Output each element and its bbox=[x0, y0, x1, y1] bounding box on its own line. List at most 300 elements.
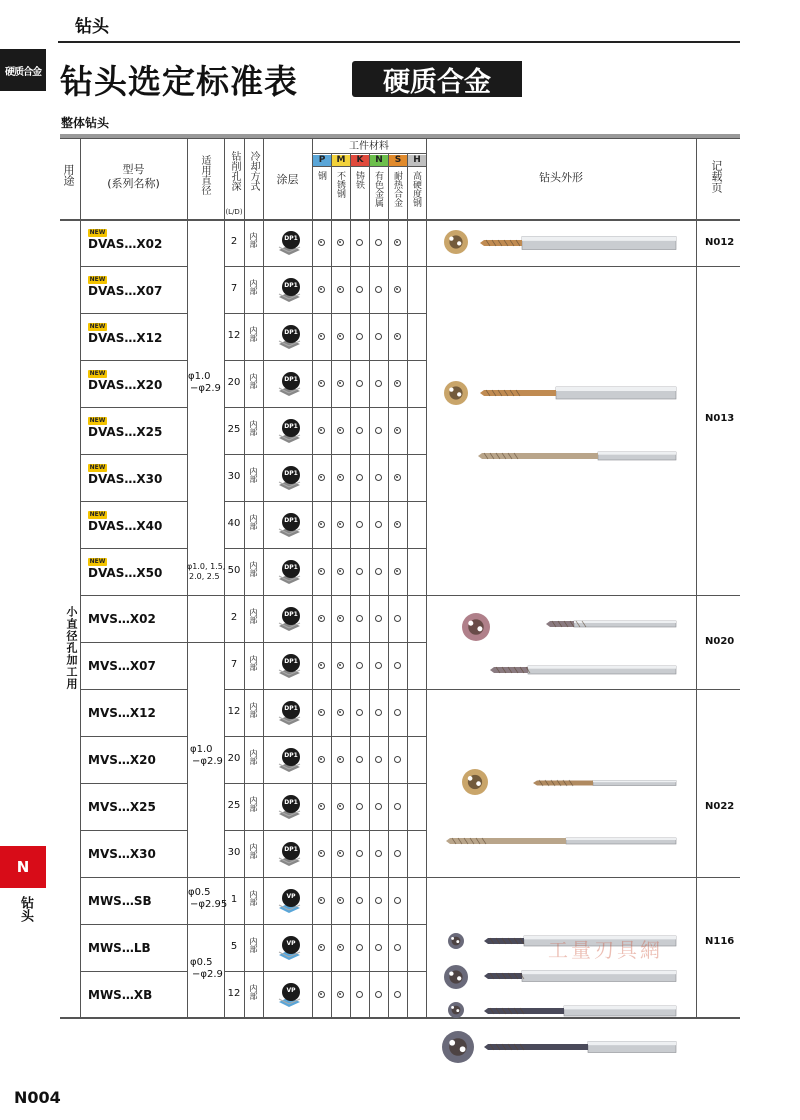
material-suitability-mark bbox=[394, 850, 401, 857]
material-suitability-mark bbox=[356, 380, 363, 387]
material-suitability-mark bbox=[337, 615, 344, 622]
material-suitability-mark bbox=[356, 474, 363, 481]
coating-icon bbox=[276, 747, 298, 769]
table-rule bbox=[80, 877, 187, 878]
table-rule bbox=[224, 313, 426, 314]
header-cooling: 冷却方式 bbox=[248, 151, 259, 191]
coating-icon bbox=[276, 888, 298, 910]
model-name[interactable]: MVS…X25 bbox=[88, 800, 156, 814]
depth-value: 12 bbox=[227, 330, 241, 341]
material-suitability-mark bbox=[356, 803, 363, 810]
page-ref[interactable]: N022 bbox=[705, 801, 735, 812]
material-suitability-mark bbox=[375, 521, 382, 528]
coating-icon bbox=[276, 277, 298, 299]
depth-value: 30 bbox=[227, 471, 241, 482]
material-suitability-mark bbox=[394, 991, 401, 998]
cooling-type: 内部 bbox=[249, 232, 258, 248]
page-ref[interactable]: N020 bbox=[705, 636, 735, 647]
cooling-type: 内部 bbox=[249, 890, 258, 906]
table-rule bbox=[312, 138, 313, 1017]
material-suitability-mark bbox=[318, 239, 325, 246]
header-use: 用途 bbox=[62, 164, 75, 186]
drill-tip-image bbox=[461, 612, 491, 642]
material-suitability-mark bbox=[375, 944, 382, 951]
material-suitability-mark bbox=[356, 662, 363, 669]
material-suitability-mark bbox=[375, 709, 382, 716]
material-suitability-mark bbox=[394, 427, 401, 434]
depth-value: 50 bbox=[227, 565, 241, 576]
material-suitability-mark bbox=[337, 897, 344, 904]
material-suitability-mark bbox=[375, 380, 382, 387]
material-suitability-mark bbox=[375, 991, 382, 998]
drill-tip-image bbox=[443, 229, 469, 255]
material-code-h: H bbox=[408, 155, 426, 166]
table-rule bbox=[224, 971, 426, 972]
material-code-k: K bbox=[351, 155, 369, 166]
material-suitability-mark bbox=[394, 615, 401, 622]
subtitle: 整体钻头 bbox=[61, 116, 110, 130]
material-suitability-mark bbox=[356, 850, 363, 857]
depth-value: 2 bbox=[230, 236, 238, 247]
diameter-range: φ1.0 bbox=[188, 371, 211, 382]
coating-label: DP1 bbox=[284, 517, 298, 524]
table-rule bbox=[224, 454, 426, 455]
material-suitability-mark bbox=[337, 944, 344, 951]
drill-tip-image bbox=[461, 768, 489, 796]
material-suitability-mark bbox=[375, 897, 382, 904]
material-suitability-mark bbox=[375, 427, 382, 434]
table-rule bbox=[426, 595, 740, 596]
table-rule bbox=[80, 266, 187, 267]
table-rule bbox=[263, 138, 264, 1017]
coating-icon bbox=[276, 935, 298, 957]
coating-label: DP1 bbox=[284, 846, 298, 853]
header-page: 记载页 bbox=[710, 160, 723, 193]
material-suitability-mark bbox=[375, 474, 382, 481]
table-rule bbox=[80, 830, 187, 831]
coating-icon bbox=[276, 371, 298, 393]
coating-label: VP bbox=[286, 987, 296, 994]
material-suitability-mark bbox=[356, 944, 363, 951]
coating-icon bbox=[276, 465, 298, 487]
coating-label: DP1 bbox=[284, 376, 298, 383]
table-rule bbox=[407, 153, 408, 1017]
model-name[interactable]: MWS…XB bbox=[88, 988, 153, 1002]
drill-image bbox=[546, 617, 680, 631]
new-badge: NEW bbox=[89, 370, 106, 377]
material-suitability-mark bbox=[318, 427, 325, 434]
material-suitability-mark bbox=[394, 756, 401, 763]
material-suitability-mark bbox=[337, 333, 344, 340]
table-rule bbox=[187, 138, 188, 1017]
material-suitability-mark bbox=[356, 756, 363, 763]
model-name[interactable]: DVAS…X40 bbox=[88, 519, 163, 533]
new-badge: NEW bbox=[89, 464, 106, 471]
cooling-type: 内部 bbox=[249, 514, 258, 530]
material-name-k: 铸铁 bbox=[354, 171, 364, 189]
coating-icon bbox=[276, 512, 298, 534]
material-name-m: 不锈钢 bbox=[335, 171, 345, 198]
material-suitability-mark bbox=[356, 239, 363, 246]
use-label: 小直径孔加工用 bbox=[65, 606, 78, 690]
page-title: 钻头选定标准表 bbox=[60, 62, 298, 101]
page-ref[interactable]: N013 bbox=[705, 413, 735, 424]
material-suitability-mark bbox=[375, 239, 382, 246]
material-suitability-mark bbox=[356, 427, 363, 434]
material-suitability-mark bbox=[318, 662, 325, 669]
table-rule bbox=[80, 360, 187, 361]
coating-label: DP1 bbox=[284, 282, 298, 289]
material-suitability-mark bbox=[356, 709, 363, 716]
table-rule bbox=[426, 689, 740, 690]
drill-tip-image bbox=[443, 380, 469, 406]
material-suitability-mark bbox=[394, 803, 401, 810]
table-rule bbox=[80, 783, 187, 784]
depth-value: 7 bbox=[230, 659, 238, 670]
header-coating: 涂层 bbox=[276, 173, 299, 186]
coating-icon bbox=[276, 700, 298, 722]
table-rule bbox=[80, 454, 187, 455]
coating-icon bbox=[276, 794, 298, 816]
material-suitability-mark bbox=[337, 991, 344, 998]
material-suitability-mark bbox=[375, 333, 382, 340]
depth-value: 5 bbox=[230, 941, 238, 952]
table-rule bbox=[80, 971, 187, 972]
material-suitability-mark bbox=[394, 239, 401, 246]
cooling-type: 内部 bbox=[249, 373, 258, 389]
table-rule bbox=[60, 138, 740, 139]
new-badge: NEW bbox=[89, 511, 106, 518]
material-name-p: 钢 bbox=[316, 171, 326, 180]
table-rule bbox=[224, 595, 426, 596]
cooling-type: 内部 bbox=[249, 655, 258, 671]
table-rule bbox=[369, 153, 370, 1017]
material-suitability-mark bbox=[318, 521, 325, 528]
table-rule bbox=[696, 138, 697, 1017]
index-tab-label: 钻头 bbox=[18, 896, 33, 922]
table-rule bbox=[224, 924, 426, 925]
model-name[interactable]: DVAS…X02 bbox=[88, 237, 163, 251]
drill-image bbox=[490, 663, 680, 677]
table-rule bbox=[80, 595, 187, 596]
material-suitability-mark bbox=[375, 662, 382, 669]
table-rule bbox=[224, 360, 426, 361]
material-code-p: P bbox=[313, 155, 331, 166]
coating-icon bbox=[276, 606, 298, 628]
table-rule bbox=[187, 877, 224, 878]
material-suitability-mark bbox=[318, 850, 325, 857]
diameter-range: −φ2.9 bbox=[192, 969, 223, 980]
material-suitability-mark bbox=[394, 568, 401, 575]
table-rule bbox=[388, 153, 389, 1017]
section-title: 钻头 bbox=[75, 17, 109, 37]
material-suitability-mark bbox=[318, 380, 325, 387]
material-code-m: M bbox=[332, 155, 350, 166]
material-suitability-mark bbox=[318, 897, 325, 904]
coating-label: DP1 bbox=[284, 705, 298, 712]
material-suitability-mark bbox=[375, 568, 382, 575]
drill-tip-image bbox=[447, 1001, 465, 1019]
material-suitability-mark bbox=[337, 427, 344, 434]
drill-tip-image bbox=[441, 1030, 475, 1064]
coating-label: DP1 bbox=[284, 611, 298, 618]
cooling-type: 内部 bbox=[249, 561, 258, 577]
depth-value: 12 bbox=[227, 988, 241, 999]
coating-label: DP1 bbox=[284, 423, 298, 430]
material-name-s: 耐热合金 bbox=[392, 171, 402, 207]
material-suitability-mark bbox=[356, 286, 363, 293]
material-suitability-mark bbox=[356, 333, 363, 340]
new-badge: NEW bbox=[89, 229, 106, 236]
table-rule bbox=[426, 266, 740, 267]
table-rule bbox=[80, 642, 187, 643]
diameter-range: −φ2.95 bbox=[190, 899, 228, 910]
table-rule bbox=[80, 501, 187, 502]
material-name-h: 高硬度钢 bbox=[411, 171, 421, 207]
header-depth: 钻削孔深 bbox=[229, 151, 240, 191]
model-name[interactable]: MVS…X20 bbox=[88, 753, 156, 767]
diameter-range: φ0.5 bbox=[188, 887, 211, 898]
cooling-type: 内部 bbox=[249, 984, 258, 1000]
depth-value: 25 bbox=[227, 800, 241, 811]
model-name[interactable]: DVAS…X12 bbox=[88, 331, 163, 345]
table-rule bbox=[187, 924, 224, 925]
coating-icon bbox=[276, 230, 298, 252]
material-suitability-mark bbox=[394, 709, 401, 716]
table-rule bbox=[224, 642, 426, 643]
table-rule bbox=[80, 689, 187, 690]
cooling-type: 内部 bbox=[249, 749, 258, 765]
table-rule bbox=[224, 783, 426, 784]
material-suitability-mark bbox=[318, 803, 325, 810]
drill-image bbox=[480, 236, 680, 250]
table-rule bbox=[426, 877, 740, 878]
material-suitability-mark bbox=[318, 286, 325, 293]
coating-label: DP1 bbox=[284, 235, 298, 242]
depth-value: 7 bbox=[230, 283, 238, 294]
drill-image bbox=[484, 969, 680, 983]
material-suitability-mark bbox=[356, 521, 363, 528]
material-suitability-mark bbox=[318, 756, 325, 763]
table-rule bbox=[224, 501, 426, 502]
depth-value: 12 bbox=[227, 706, 241, 717]
drill-image bbox=[484, 1040, 680, 1054]
title-badge: 硬质合金 bbox=[352, 61, 522, 97]
drill-image bbox=[484, 1004, 680, 1018]
coating-label: DP1 bbox=[284, 470, 298, 477]
diameter-range: φ1.0 bbox=[190, 744, 213, 755]
coating-icon bbox=[276, 418, 298, 440]
header-model: 型号 bbox=[122, 163, 145, 176]
material-suitability-mark bbox=[394, 944, 401, 951]
cooling-type: 内部 bbox=[249, 467, 258, 483]
material-suitability-mark bbox=[318, 991, 325, 998]
table-rule bbox=[224, 689, 426, 690]
material-suitability-mark bbox=[394, 474, 401, 481]
drill-tip-image bbox=[447, 932, 465, 950]
header-depth-unit: (L/D) bbox=[225, 208, 243, 216]
depth-value: 2 bbox=[230, 612, 238, 623]
coating-icon bbox=[276, 559, 298, 581]
material-suitability-mark bbox=[337, 521, 344, 528]
new-badge: NEW bbox=[89, 276, 106, 283]
table-rule bbox=[80, 138, 81, 1017]
diameter-range: −φ2.9 bbox=[192, 756, 223, 767]
material-suitability-mark bbox=[337, 568, 344, 575]
material-suitability-mark bbox=[337, 286, 344, 293]
table-rule bbox=[80, 736, 187, 737]
table-rule bbox=[224, 736, 426, 737]
table-rule bbox=[187, 595, 224, 596]
cooling-type: 内部 bbox=[249, 279, 258, 295]
material-suitability-mark bbox=[394, 521, 401, 528]
table-rule bbox=[224, 407, 426, 408]
material-suitability-mark bbox=[356, 568, 363, 575]
material-suitability-mark bbox=[337, 850, 344, 857]
material-suitability-mark bbox=[394, 662, 401, 669]
drill-image bbox=[533, 776, 680, 790]
material-suitability-mark bbox=[318, 709, 325, 716]
side-tab-carbide[interactable]: 硬质合金 bbox=[0, 49, 46, 91]
coating-label: DP1 bbox=[284, 329, 298, 336]
watermark: 工量刃具網 bbox=[548, 938, 663, 962]
section-rule bbox=[58, 41, 740, 43]
diameter-range: 2.0, 2.5 bbox=[189, 572, 220, 581]
coating-label: VP bbox=[286, 940, 296, 947]
material-suitability-mark bbox=[375, 850, 382, 857]
new-badge: NEW bbox=[89, 417, 106, 424]
drill-image bbox=[478, 449, 680, 463]
header-shape: 钻头外形 bbox=[539, 171, 583, 184]
coating-label: VP bbox=[286, 893, 296, 900]
depth-value: 40 bbox=[227, 518, 241, 529]
table-rule bbox=[350, 153, 351, 1017]
cooling-type: 内部 bbox=[249, 796, 258, 812]
material-suitability-mark bbox=[356, 615, 363, 622]
material-suitability-mark bbox=[375, 756, 382, 763]
coating-icon bbox=[276, 841, 298, 863]
material-suitability-mark bbox=[337, 239, 344, 246]
header-model-sub: (系列名称) bbox=[107, 177, 160, 190]
table-rule bbox=[224, 830, 426, 831]
material-suitability-mark bbox=[394, 380, 401, 387]
new-badge: NEW bbox=[89, 323, 106, 330]
material-suitability-mark bbox=[337, 803, 344, 810]
coating-label: DP1 bbox=[284, 658, 298, 665]
material-suitability-mark bbox=[356, 991, 363, 998]
header-materials: 工件材料 bbox=[349, 141, 389, 152]
material-suitability-mark bbox=[337, 474, 344, 481]
model-name[interactable]: DVAS…X20 bbox=[88, 378, 163, 392]
table-rule bbox=[331, 153, 332, 1017]
cooling-type: 内部 bbox=[249, 420, 258, 436]
model-name[interactable]: MVS…X12 bbox=[88, 706, 156, 720]
cooling-type: 内部 bbox=[249, 608, 258, 624]
material-suitability-mark bbox=[337, 662, 344, 669]
depth-value: 25 bbox=[227, 424, 241, 435]
material-code-s: S bbox=[389, 155, 407, 166]
new-badge: NEW bbox=[89, 558, 106, 565]
table-rule bbox=[426, 138, 427, 1017]
table-rule bbox=[80, 924, 187, 925]
material-code-n: N bbox=[370, 155, 388, 166]
material-suitability-mark bbox=[356, 897, 363, 904]
material-suitability-mark bbox=[337, 756, 344, 763]
cooling-type: 内部 bbox=[249, 326, 258, 342]
depth-value: 30 bbox=[227, 847, 241, 858]
coating-label: DP1 bbox=[284, 752, 298, 759]
material-suitability-mark bbox=[318, 474, 325, 481]
drill-image bbox=[480, 386, 680, 400]
drill-image bbox=[446, 834, 680, 848]
model-name[interactable]: DVAS…X25 bbox=[88, 425, 163, 439]
table-rule bbox=[80, 407, 187, 408]
model-name[interactable]: MWS…LB bbox=[88, 941, 151, 955]
page-ref[interactable]: N012 bbox=[705, 237, 735, 248]
table-rule bbox=[224, 266, 426, 267]
material-suitability-mark bbox=[318, 568, 325, 575]
depth-value: 20 bbox=[227, 753, 241, 764]
material-suitability-mark bbox=[375, 286, 382, 293]
cooling-type: 内部 bbox=[249, 702, 258, 718]
depth-value: 1 bbox=[230, 894, 238, 905]
table-rule bbox=[224, 548, 426, 549]
coating-icon bbox=[276, 653, 298, 675]
material-suitability-mark bbox=[337, 709, 344, 716]
coating-icon bbox=[276, 982, 298, 1004]
table-rule bbox=[244, 138, 245, 1017]
table-rule bbox=[187, 642, 224, 643]
drill-tip-image bbox=[443, 964, 469, 990]
header-diameter: 适用直径 bbox=[199, 155, 210, 195]
material-suitability-mark bbox=[375, 803, 382, 810]
table-rule bbox=[224, 877, 426, 878]
model-name[interactable]: DVAS…X50 bbox=[88, 566, 163, 580]
model-name[interactable]: MVS…X07 bbox=[88, 659, 156, 673]
material-suitability-mark bbox=[394, 286, 401, 293]
coating-icon bbox=[276, 324, 298, 346]
cooling-type: 内部 bbox=[249, 843, 258, 859]
diameter-range: φ1.0, 1.5, bbox=[187, 562, 226, 571]
coating-label: DP1 bbox=[284, 564, 298, 571]
coating-label: DP1 bbox=[284, 799, 298, 806]
material-suitability-mark bbox=[375, 615, 382, 622]
model-name[interactable]: DVAS…X30 bbox=[88, 472, 163, 486]
index-tab-n[interactable]: N bbox=[0, 846, 46, 888]
depth-value: 20 bbox=[227, 377, 241, 388]
model-name[interactable]: MWS…SB bbox=[88, 894, 152, 908]
material-suitability-mark bbox=[394, 333, 401, 340]
material-name-n: 有色金属 bbox=[373, 171, 383, 207]
table-rule bbox=[224, 138, 225, 1017]
page-number: N004 bbox=[14, 1088, 61, 1107]
model-name[interactable]: MVS…X02 bbox=[88, 612, 156, 626]
model-name[interactable]: DVAS…X07 bbox=[88, 284, 163, 298]
model-name[interactable]: MVS…X30 bbox=[88, 847, 156, 861]
table-rule bbox=[80, 548, 187, 549]
diameter-range: −φ2.9 bbox=[190, 383, 221, 394]
material-suitability-mark bbox=[337, 380, 344, 387]
material-suitability-mark bbox=[318, 615, 325, 622]
page-ref[interactable]: N116 bbox=[705, 936, 735, 947]
table-rule bbox=[80, 313, 187, 314]
material-suitability-mark bbox=[318, 333, 325, 340]
table-rule bbox=[60, 219, 740, 221]
cooling-type: 内部 bbox=[249, 937, 258, 953]
diameter-range: φ0.5 bbox=[190, 957, 213, 968]
material-suitability-mark bbox=[318, 944, 325, 951]
material-suitability-mark bbox=[394, 897, 401, 904]
